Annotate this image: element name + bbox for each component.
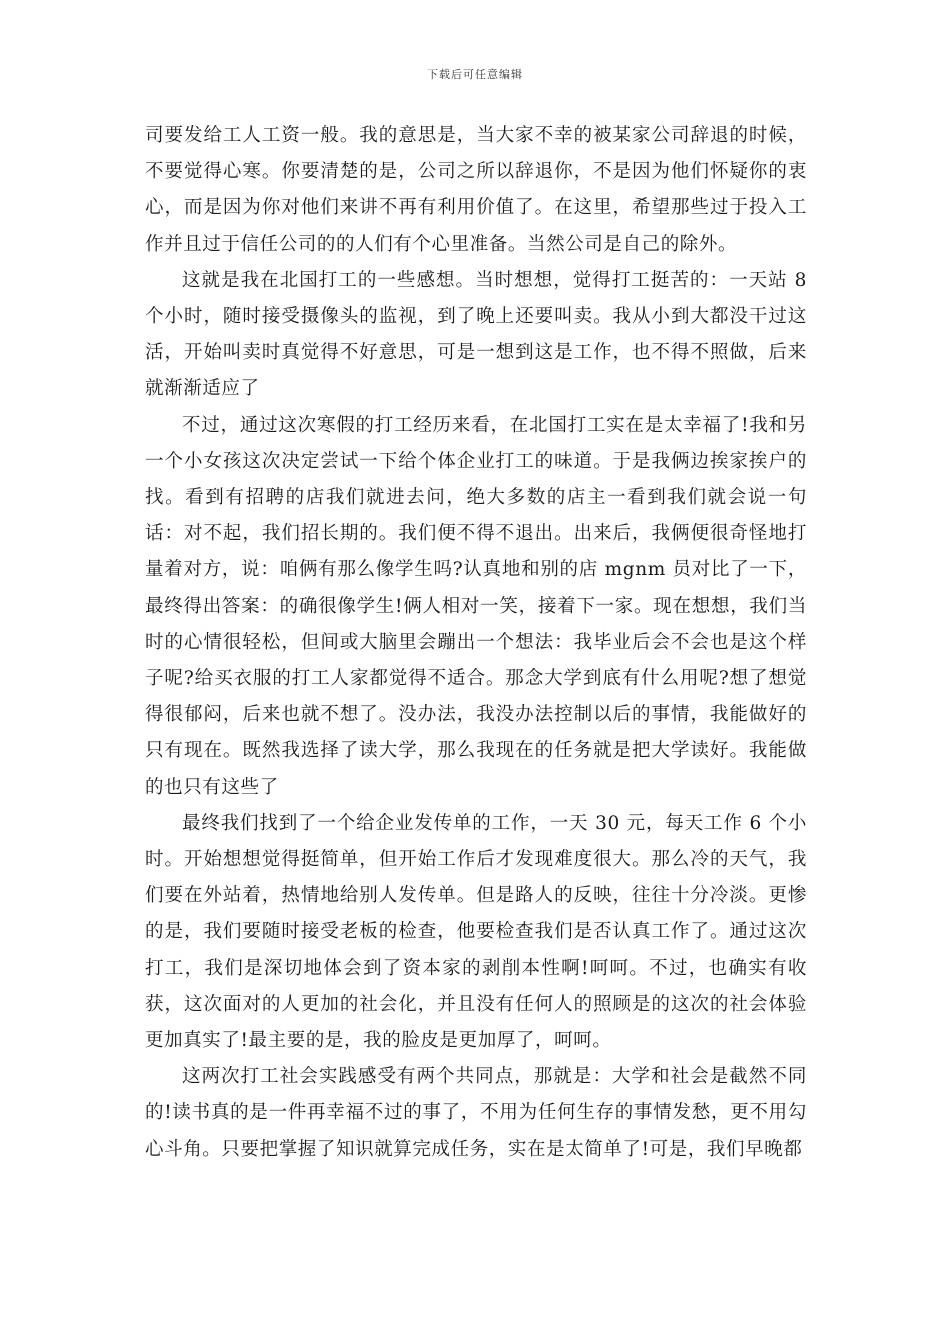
paragraph-2: 这就是我在北国打工的一些感想。当时想想，觉得打工挺苦的：一天站 8 个小时，随时接受摄像头的监视，到了晚上还要叫卖。我从小到大都没干过这活，开始叫卖时真觉得不好意思，可是一想到这是工作，也不得不照做，后来就渐渐适应了: [145, 269, 807, 400]
paragraph-5: 这两次打工社会实践感受有两个共同点，那就是：大学和社会是截然不同的!读书真的是一件再幸福不过的事了，不用为任何生存的事情发愁，更不用勾心斗角。只要把掌握了知识就算完成任务，实在是太简单了!可是，我们早晚都: [145, 1066, 807, 1160]
paragraph-4: 最终我们找到了一个给企业发传单的工作，一天 30 元，每天工作 6 个小时。开始想想觉得挺简单，但开始工作后才发现难度很大。那么冷的天气，我们要在外站着，热情地给别人发传单。但是路人的反映，往往十分冷淡。更惨的是，我们要随时接受老板的检查，他要检查我们是否认真工作了。通过这次打工，我们是深切地体会到了资本家的剥削本性啊!呵呵。不过，也确实有收获，这次面对的人更加的社会化，并且没有任何人的照顾是的这次的社会体验更加真实了!最主要的是，我的脸皮是更加厚了，呵呵。: [145, 812, 807, 1052]
document-body: [145, 118, 807, 1168]
header-note: 下载后可任意编辑: [427, 68, 523, 81]
paragraph-3: 不过，通过这次寒假的打工经历来看，在北国打工实在是太幸福了!我和另一个小女孩这次决定尝试一下给个体企业打工的味道。于是我俩边挨家挨户的找。看到有招聘的店我们就进去问，绝大多数的店主一看到我们就会说一句话：对不起，我们招长期的。我们便不得不退出。出来后，我俩便很奇怪地打量着对方，说：咱俩有那么像学生吗?认真地和别的店 mgnm 员对比了一下，最终得出答案：的确很像学生!俩人相对一笑，接着下一家。现在想想，我们当时的心情很轻松，但间或大脑里会蹦出一个想法：我毕业后会不会也是这个样子呢?给买衣服的打工人家都觉得不适合。那念大学到底有什么用呢?想了想觉得很郁闷，后来也就不想了。没办法，我没办法控制以后的事情，我能做好的只有现在。既然我选择了读大学，那么我现在的任务就是把大学读好。我能做的也只有这些了: [145, 414, 807, 798]
paragraph-1: 司要发给工人工资一般。我的意思是，当大家不幸的被某家公司辞退的时候，不要觉得心寒。你要清楚的是，公司之所以辞退你，不是因为他们怀疑你的衷心，而是因为你对他们来讲不再有利用价值了。在这里，希望那些过于投入工作并且过于信任公司的的人们有个心里准备。当然公司是自己的除外。: [145, 125, 807, 255]
